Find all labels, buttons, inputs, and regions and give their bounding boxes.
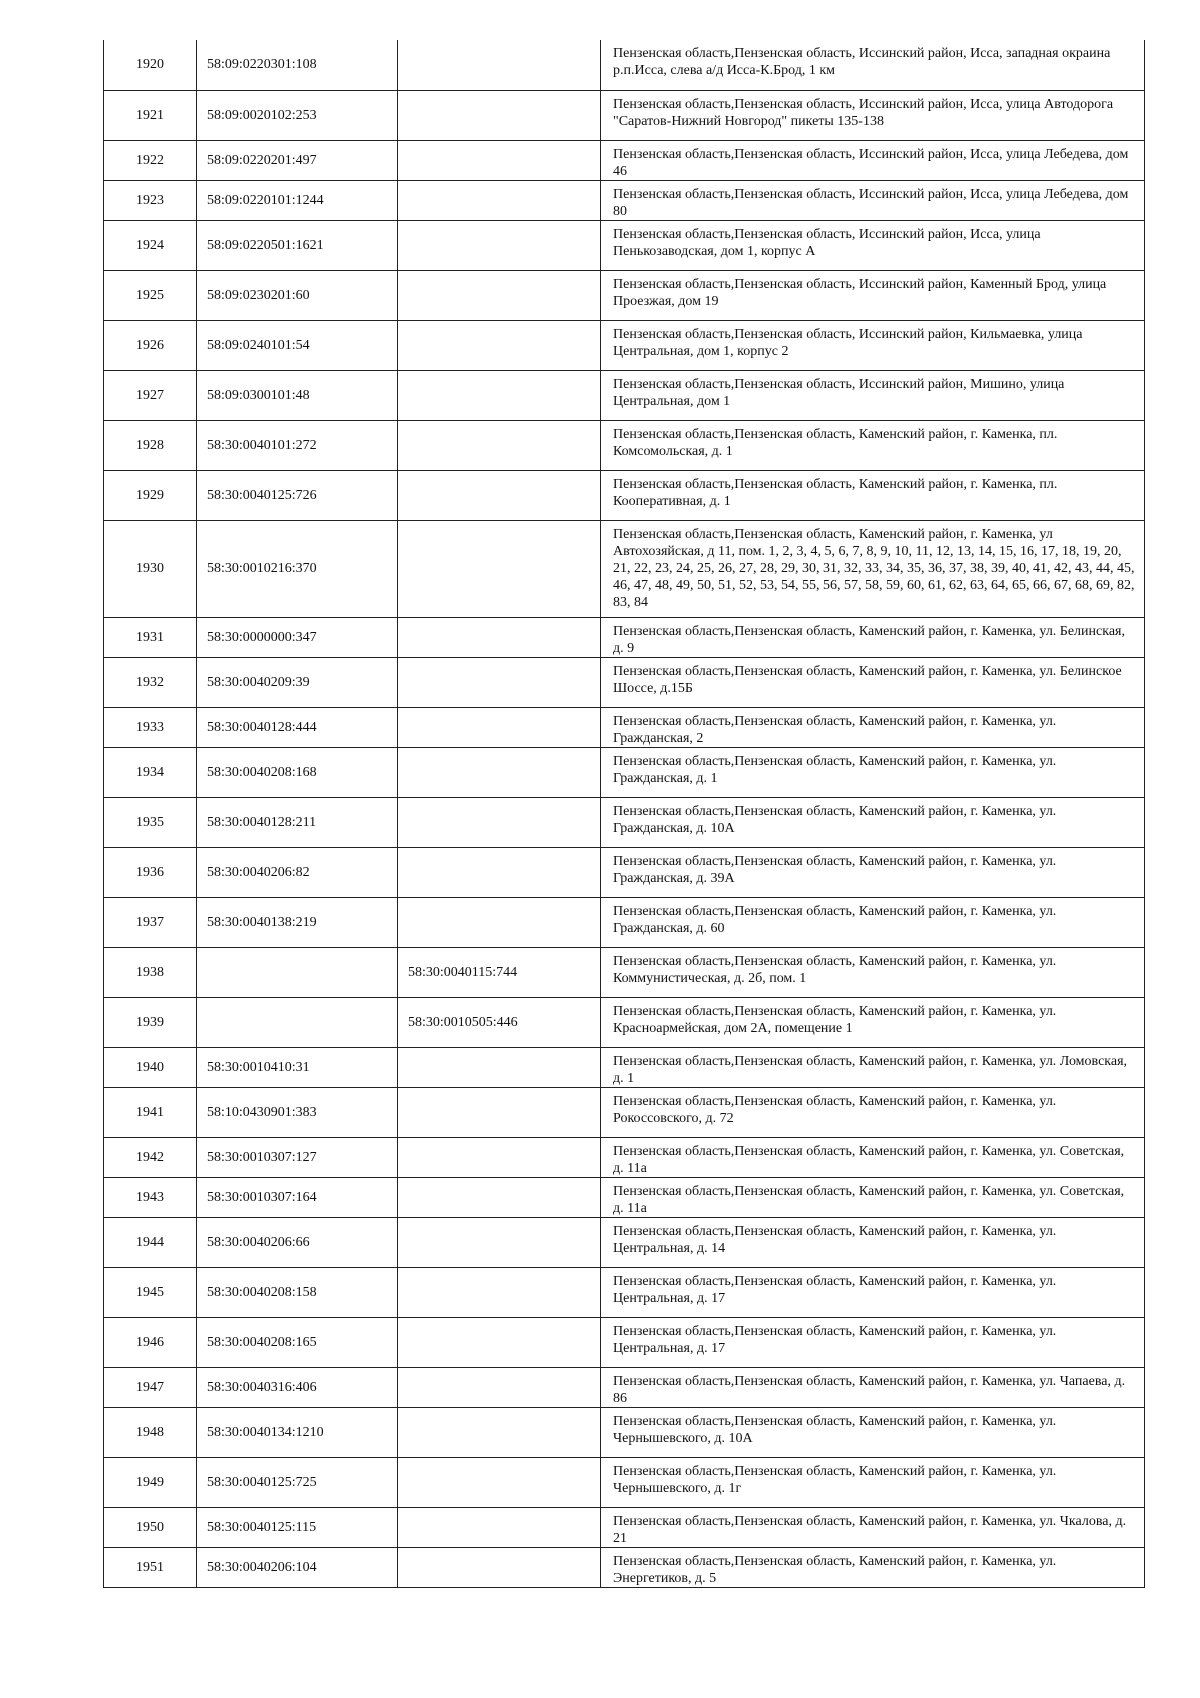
- cadastral-number-cell: 58:30:0000000:347: [197, 617, 398, 657]
- table-row: [104, 1317, 1145, 1367]
- table-row: [104, 747, 1145, 797]
- table-row: [104, 1177, 1145, 1217]
- row-number-cell: 1932: [104, 657, 197, 707]
- related-cadastral-number-cell: [398, 1367, 601, 1407]
- related-cadastral-number-cell: [398, 897, 601, 947]
- row-number-cell: 1933: [104, 707, 197, 747]
- address-cell: Пензенская область,Пензенская область, Каменский район, г. Каменка, ул Автохозяйская, д 11, пом. 1, 2, 3, 4, 5, 6, 7, 8, 9, 10, 11, 12, 13, 14, 15, 16, 17, 18, 19, 20, 21, 22, 23, 24, 25, 26, 27, 28, 29, 30, 31, 32, 33, 34, 35, 36, 37, 38, 39, 40, 41, 42, 43, 44, 45, 46, 47, 48, 49, 50, 51, 52, 53, 54, 55, 56, 57, 58, 59, 60, 61, 62, 63, 64, 65, 66, 67, 68, 69, 82, 83, 84: [601, 520, 1145, 617]
- row-number-cell: 1939: [104, 997, 197, 1047]
- table-row: [104, 997, 1145, 1047]
- related-cadastral-number-cell: [398, 270, 601, 320]
- row-number-cell: 1940: [104, 1047, 197, 1087]
- row-number-cell: 1943: [104, 1177, 197, 1217]
- address-cell: Пензенская область,Пензенская область, Каменский район, г. Каменка, ул. Советская, д. 11а: [601, 1177, 1145, 1217]
- table-body: [104, 40, 1145, 1587]
- row-number-cell: 1928: [104, 420, 197, 470]
- address-cell: Пензенская область,Пензенская область, Иссинский район, Исса, улица Лебедева, дом 46: [601, 140, 1145, 180]
- cadastral-number-cell: 58:09:0220101:1244: [197, 180, 398, 220]
- row-number-cell: 1927: [104, 370, 197, 420]
- related-cadastral-number-cell: 58:30:0010505:446: [398, 997, 601, 1047]
- cadastral-number-cell: 58:30:0040125:726: [197, 470, 398, 520]
- cadastral-number-cell: 58:30:0040134:1210: [197, 1407, 398, 1457]
- table-row: [104, 140, 1145, 180]
- row-number-cell: 1941: [104, 1087, 197, 1137]
- address-cell: Пензенская область,Пензенская область, Каменский район, г. Каменка, ул. Ломовская, д. 1: [601, 1047, 1145, 1087]
- related-cadastral-number-cell: [398, 707, 601, 747]
- related-cadastral-number-cell: [398, 1217, 601, 1267]
- cadastral-number-cell: 58:30:0040208:158: [197, 1267, 398, 1317]
- related-cadastral-number-cell: [398, 1457, 601, 1507]
- row-number-cell: 1923: [104, 180, 197, 220]
- related-cadastral-number-cell: [398, 140, 601, 180]
- table-row: [104, 1367, 1145, 1407]
- related-cadastral-number-cell: [398, 40, 601, 90]
- cadastral-number-cell: 58:09:0230201:60: [197, 270, 398, 320]
- cadastral-number-cell: 58:09:0220501:1621: [197, 220, 398, 270]
- table-row: [104, 707, 1145, 747]
- table-row: [104, 1457, 1145, 1507]
- row-number-cell: 1935: [104, 797, 197, 847]
- table-row: [104, 40, 1145, 90]
- address-cell: Пензенская область,Пензенская область, Иссинский район, Мишино, улица Центральная, дом 1: [601, 370, 1145, 420]
- row-number-cell: 1922: [104, 140, 197, 180]
- table-row: [104, 1047, 1145, 1087]
- table-row: [104, 1087, 1145, 1137]
- row-number-cell: 1920: [104, 40, 197, 90]
- address-cell: Пензенская область,Пензенская область, Каменский район, г. Каменка, ул. Чернышевского, д. 1г: [601, 1457, 1145, 1507]
- cadastral-number-cell: 58:10:0430901:383: [197, 1087, 398, 1137]
- table-row: [104, 1407, 1145, 1457]
- row-number-cell: 1948: [104, 1407, 197, 1457]
- address-cell: Пензенская область,Пензенская область, Каменский район, г. Каменка, ул. Гражданская, д. 10А: [601, 797, 1145, 847]
- cadastral-number-cell: 58:30:0010307:127: [197, 1137, 398, 1177]
- address-cell: Пензенская область,Пензенская область, Каменский район, г. Каменка, ул. Коммунистическая, д. 2б, пом. 1: [601, 947, 1145, 997]
- row-number-cell: 1951: [104, 1547, 197, 1587]
- row-number-cell: 1949: [104, 1457, 197, 1507]
- related-cadastral-number-cell: [398, 1137, 601, 1177]
- row-number-cell: 1942: [104, 1137, 197, 1177]
- address-cell: Пензенская область,Пензенская область, Каменский район, г. Каменка, ул. Чернышевского, д. 10А: [601, 1407, 1145, 1457]
- cadastral-number-cell: 58:09:0220201:497: [197, 140, 398, 180]
- table-row: [104, 270, 1145, 320]
- cadastral-number-cell: 58:30:0040128:211: [197, 797, 398, 847]
- address-cell: Пензенская область,Пензенская область, Каменский район, г. Каменка, ул. Чапаева, д. 86: [601, 1367, 1145, 1407]
- table-row: [104, 220, 1145, 270]
- row-number-cell: 1947: [104, 1367, 197, 1407]
- related-cadastral-number-cell: [398, 1047, 601, 1087]
- table-row: [104, 617, 1145, 657]
- address-cell: Пензенская область,Пензенская область, Каменский район, г. Каменка, ул. Белинское Шоссе, д.15Б: [601, 657, 1145, 707]
- row-number-cell: 1936: [104, 847, 197, 897]
- cadastral-number-cell: 58:30:0010307:164: [197, 1177, 398, 1217]
- related-cadastral-number-cell: [398, 1177, 601, 1217]
- row-number-cell: 1925: [104, 270, 197, 320]
- row-number-cell: 1950: [104, 1507, 197, 1547]
- cadastral-number-cell: 58:30:0040206:104: [197, 1547, 398, 1587]
- cadastral-number-cell: 58:30:0040208:165: [197, 1317, 398, 1367]
- table-row: [104, 90, 1145, 140]
- row-number-cell: 1944: [104, 1217, 197, 1267]
- row-number-cell: 1929: [104, 470, 197, 520]
- address-cell: Пензенская область,Пензенская область, Каменский район, г. Каменка, ул. Энергетиков, д. 5: [601, 1547, 1145, 1587]
- cadastral-number-cell: [197, 947, 398, 997]
- table-row: [104, 1217, 1145, 1267]
- related-cadastral-number-cell: [398, 90, 601, 140]
- address-cell: Пензенская область,Пензенская область, Каменский район, г. Каменка, пл. Кооперативная, д. 1: [601, 470, 1145, 520]
- cadastral-number-cell: 58:30:0040138:219: [197, 897, 398, 947]
- table-row: [104, 1267, 1145, 1317]
- cadastral-number-cell: 58:30:0040206:66: [197, 1217, 398, 1267]
- cadastral-number-cell: 58:30:0040209:39: [197, 657, 398, 707]
- table-row: [104, 1507, 1145, 1547]
- table-row: [104, 370, 1145, 420]
- table-row: [104, 420, 1145, 470]
- table-row: [104, 657, 1145, 707]
- row-number-cell: 1931: [104, 617, 197, 657]
- related-cadastral-number-cell: [398, 1317, 601, 1367]
- address-cell: Пензенская область,Пензенская область, Каменский район, г. Каменка, пл. Комсомольская, д. 1: [601, 420, 1145, 470]
- related-cadastral-number-cell: [398, 617, 601, 657]
- cadastral-number-cell: 58:30:0040125:115: [197, 1507, 398, 1547]
- address-cell: Пензенская область,Пензенская область, Иссинский район, Исса, улица Пенькозаводская, дом 1, корпус А: [601, 220, 1145, 270]
- related-cadastral-number-cell: [398, 1507, 601, 1547]
- address-cell: Пензенская область,Пензенская область, Каменский район, г. Каменка, ул. Гражданская, 2: [601, 707, 1145, 747]
- related-cadastral-number-cell: [398, 1267, 601, 1317]
- related-cadastral-number-cell: [398, 180, 601, 220]
- address-cell: Пензенская область,Пензенская область, Каменский район, г. Каменка, ул. Гражданская, д. 1: [601, 747, 1145, 797]
- related-cadastral-number-cell: [398, 520, 601, 617]
- related-cadastral-number-cell: [398, 220, 601, 270]
- row-number-cell: 1924: [104, 220, 197, 270]
- property-registry-table: [103, 40, 1145, 1588]
- address-cell: Пензенская область,Пензенская область, Каменский район, г. Каменка, ул. Рокоссовского, д. 72: [601, 1087, 1145, 1137]
- related-cadastral-number-cell: [398, 320, 601, 370]
- address-cell: Пензенская область,Пензенская область, Иссинский район, Исса, улица Автодорога "Саратов-Нижний Новгород" пикеты 135-138: [601, 90, 1145, 140]
- cadastral-number-cell: 58:09:0300101:48: [197, 370, 398, 420]
- cadastral-number-cell: 58:09:0220301:108: [197, 40, 398, 90]
- address-cell: Пензенская область,Пензенская область, Каменский район, г. Каменка, ул. Белинская, д. 9: [601, 617, 1145, 657]
- row-number-cell: 1938: [104, 947, 197, 997]
- related-cadastral-number-cell: [398, 1407, 601, 1457]
- row-number-cell: 1946: [104, 1317, 197, 1367]
- related-cadastral-number-cell: [398, 797, 601, 847]
- address-cell: Пензенская область,Пензенская область, Иссинский район, Кильмаевка, улица Центральная, дом 1, корпус 2: [601, 320, 1145, 370]
- address-cell: Пензенская область,Пензенская область, Каменский район, г. Каменка, ул. Центральная, д. 17: [601, 1267, 1145, 1317]
- address-cell: Пензенская область,Пензенская область, Каменский район, г. Каменка, ул. Советская, д. 11а: [601, 1137, 1145, 1177]
- cadastral-number-cell: 58:09:0240101:54: [197, 320, 398, 370]
- related-cadastral-number-cell: [398, 1087, 601, 1137]
- cadastral-number-cell: 58:30:0040128:444: [197, 707, 398, 747]
- table-row: [104, 897, 1145, 947]
- cadastral-number-cell: 58:30:0010216:370: [197, 520, 398, 617]
- cadastral-number-cell: 58:30:0040101:272: [197, 420, 398, 470]
- address-cell: Пензенская область,Пензенская область, Иссинский район, Каменный Брод, улица Проезжая, дом 19: [601, 270, 1145, 320]
- table-row: [104, 947, 1145, 997]
- table-row: [104, 1547, 1145, 1587]
- address-cell: Пензенская область,Пензенская область, Каменский район, г. Каменка, ул. Красноармейская, дом 2А, помещение 1: [601, 997, 1145, 1047]
- table-row: [104, 797, 1145, 847]
- cadastral-number-cell: 58:30:0040206:82: [197, 847, 398, 897]
- address-cell: Пензенская область,Пензенская область, Каменский район, г. Каменка, ул. Центральная, д. 17: [601, 1317, 1145, 1367]
- address-cell: Пензенская область,Пензенская область, Каменский район, г. Каменка, ул. Центральная, д. 14: [601, 1217, 1145, 1267]
- related-cadastral-number-cell: [398, 847, 601, 897]
- related-cadastral-number-cell: [398, 370, 601, 420]
- related-cadastral-number-cell: [398, 1547, 601, 1587]
- row-number-cell: 1945: [104, 1267, 197, 1317]
- address-cell: Пензенская область,Пензенская область, Иссинский район, Исса, западная окраина р.п.Исса, слева а/д Исса-К.Брод, 1 км: [601, 40, 1145, 90]
- related-cadastral-number-cell: 58:30:0040115:744: [398, 947, 601, 997]
- table-row: [104, 180, 1145, 220]
- related-cadastral-number-cell: [398, 470, 601, 520]
- cadastral-number-cell: 58:30:0010410:31: [197, 1047, 398, 1087]
- related-cadastral-number-cell: [398, 420, 601, 470]
- cadastral-number-cell: 58:30:0040208:168: [197, 747, 398, 797]
- related-cadastral-number-cell: [398, 657, 601, 707]
- row-number-cell: 1937: [104, 897, 197, 947]
- table-row: [104, 320, 1145, 370]
- row-number-cell: 1921: [104, 90, 197, 140]
- address-cell: Пензенская область,Пензенская область, Каменский район, г. Каменка, ул. Гражданская, д. 39А: [601, 847, 1145, 897]
- cadastral-number-cell: 58:30:0040316:406: [197, 1367, 398, 1407]
- row-number-cell: 1926: [104, 320, 197, 370]
- cadastral-number-cell: [197, 997, 398, 1047]
- table-row: [104, 1137, 1145, 1177]
- cadastral-number-cell: 58:30:0040125:725: [197, 1457, 398, 1507]
- table-row: [104, 847, 1145, 897]
- related-cadastral-number-cell: [398, 747, 601, 797]
- address-cell: Пензенская область,Пензенская область, Каменский район, г. Каменка, ул. Гражданская, д. 60: [601, 897, 1145, 947]
- table-row: [104, 520, 1145, 617]
- cadastral-number-cell: 58:09:0020102:253: [197, 90, 398, 140]
- address-cell: Пензенская область,Пензенская область, Каменский район, г. Каменка, ул. Чкалова, д. 21: [601, 1507, 1145, 1547]
- row-number-cell: 1934: [104, 747, 197, 797]
- row-number-cell: 1930: [104, 520, 197, 617]
- table-row: [104, 470, 1145, 520]
- address-cell: Пензенская область,Пензенская область, Иссинский район, Исса, улица Лебедева, дом 80: [601, 180, 1145, 220]
